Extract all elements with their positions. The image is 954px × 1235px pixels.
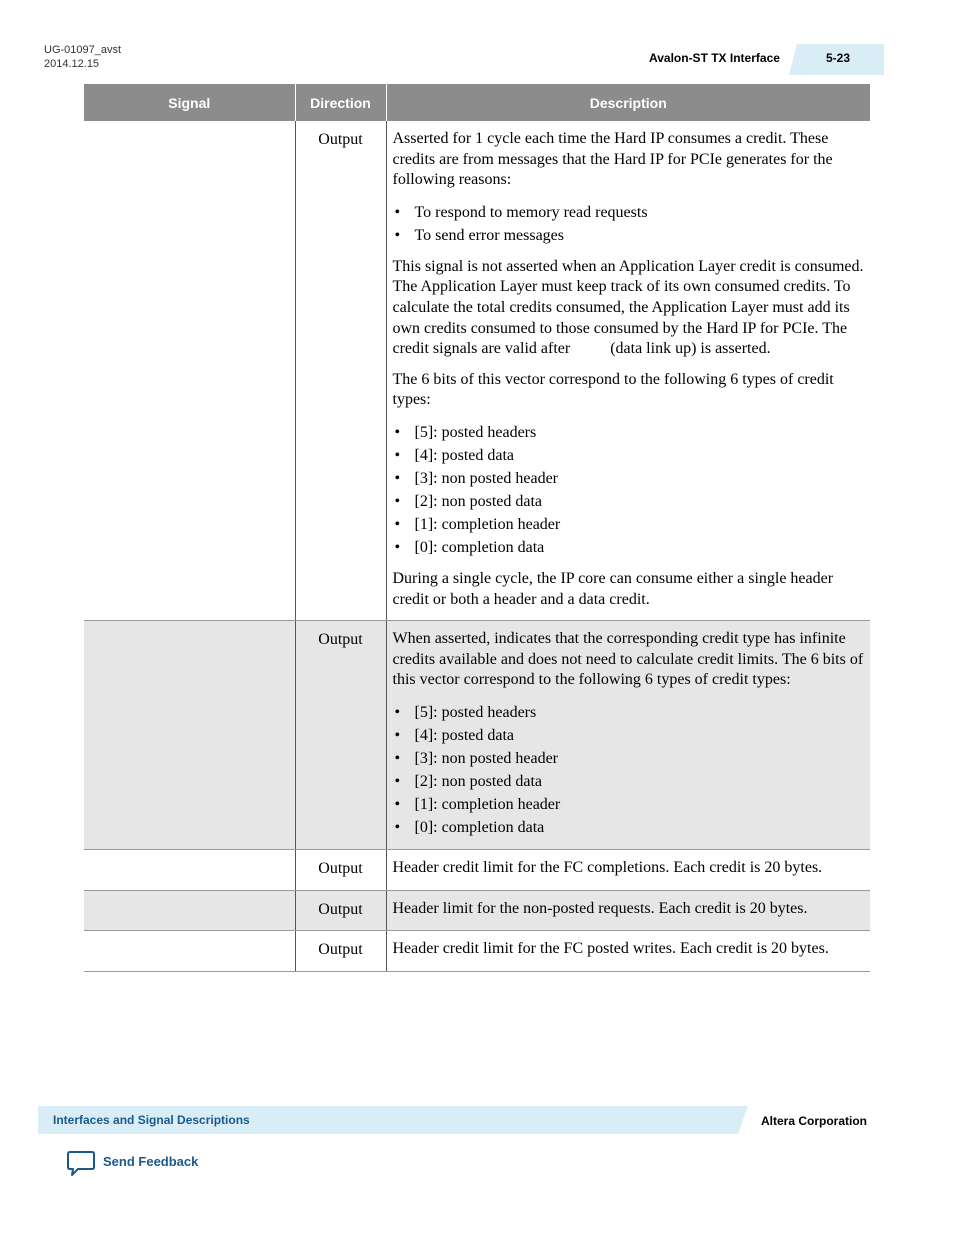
direction-cell: Output — [295, 621, 386, 850]
description-paragraph — [393, 257, 865, 360]
table-row — [84, 849, 870, 890]
list-item: • [5]: posted headers — [415, 421, 865, 444]
list-item: • To send error messages — [415, 224, 865, 247]
direction-cell: Output — [295, 849, 386, 890]
direction-cell: Output — [295, 121, 386, 621]
signal-cell — [84, 931, 295, 972]
credit-type-list — [393, 701, 865, 839]
column-header-signal: Signal — [84, 84, 295, 121]
description-paragraph: Asserted for 1 cycle each time the Hard IP consumes a credit. These credits are from messages that the Hard IP for PCIe generates for the following reasons: — [392, 130, 833, 189]
table-row — [84, 621, 870, 850]
paragraph-tail: (data link up) is asserted. — [610, 340, 771, 358]
direction-cell: Output — [295, 890, 386, 931]
list-item: • [1]: completion header — [415, 793, 865, 816]
description-paragraph: When asserted, indicates that the corresponding credit type has infinite credits available and does not need to calculate credit limits. The 6 bits of this vector correspond to the following 6 types of credit types: — [392, 630, 864, 689]
table-row — [84, 121, 870, 621]
description-cell — [386, 621, 870, 850]
list-item: • [3]: non posted header — [415, 747, 865, 770]
signal-cell — [84, 849, 295, 890]
send-feedback-label[interactable]: Send Feedback — [103, 1154, 199, 1169]
signal-cell — [84, 890, 295, 931]
column-header-direction: Direction — [295, 84, 386, 121]
list-item: • [4]: posted data — [415, 444, 865, 467]
description-paragraph: Header limit for the non-posted requests. Each credit is 20 bytes. — [392, 899, 808, 917]
description-cell — [386, 890, 870, 931]
column-header-description: Description — [386, 84, 870, 121]
page-number: 5-23 — [826, 51, 851, 65]
doc-id: UG-01097_avst — [44, 44, 122, 56]
description-paragraph: Header credit limit for the FC posted writes. Each credit is 20 bytes. — [392, 940, 829, 958]
list-item: • [5]: posted headers — [415, 701, 865, 724]
description-cell — [386, 121, 870, 621]
doc-meta — [44, 43, 121, 71]
description-paragraph: During a single cycle, the IP core can consume either a single header credit or both a header and a data credit. — [392, 569, 834, 608]
list-item: • [4]: posted data — [415, 724, 865, 747]
page-number-tab — [797, 44, 884, 75]
reason-list — [393, 201, 865, 247]
list-item: • [3]: non posted header — [415, 467, 865, 490]
list-item: • [1]: completion header — [415, 513, 865, 536]
doc-date: 2014.12.15 — [44, 58, 100, 70]
credit-type-list — [393, 421, 865, 559]
description-paragraph: The 6 bits of this vector correspond to the following 6 types of credit types: — [392, 370, 834, 409]
direction-cell: Output — [295, 931, 386, 972]
list-item: • To respond to memory read requests — [415, 201, 865, 224]
footer-band — [38, 1106, 738, 1134]
company-name: Altera Corporation — [761, 1114, 868, 1128]
table-row — [84, 931, 870, 972]
section-title: Avalon-ST TX Interface — [649, 51, 780, 65]
speech-bubble-icon — [66, 1150, 96, 1178]
list-item: • [0]: completion data — [415, 536, 865, 559]
description-cell — [386, 849, 870, 890]
list-item: • [2]: non posted data — [415, 490, 865, 513]
table-row — [84, 890, 870, 931]
signal-cell — [84, 621, 295, 850]
paragraph-text: This signal is not asserted when an Application Layer credit is consumed. The Application Layer must keep track of its own consumed credits. To calculate the total credits consumed, the Application Layer must add its own credits consumed to those consumed by the Hard IP for PCIe. The credit signals are valid after — [392, 257, 864, 358]
description-cell — [386, 931, 870, 972]
chapter-link[interactable]: Interfaces and Signal Descriptions — [53, 1113, 250, 1127]
description-paragraph: Header credit limit for the FC completions. Each credit is 20 bytes. — [392, 858, 823, 876]
table-header-row — [84, 84, 870, 121]
list-item: • [0]: completion data — [415, 816, 865, 839]
signal-table — [84, 84, 870, 972]
signal-cell — [84, 121, 295, 621]
list-item: • [2]: non posted data — [415, 770, 865, 793]
